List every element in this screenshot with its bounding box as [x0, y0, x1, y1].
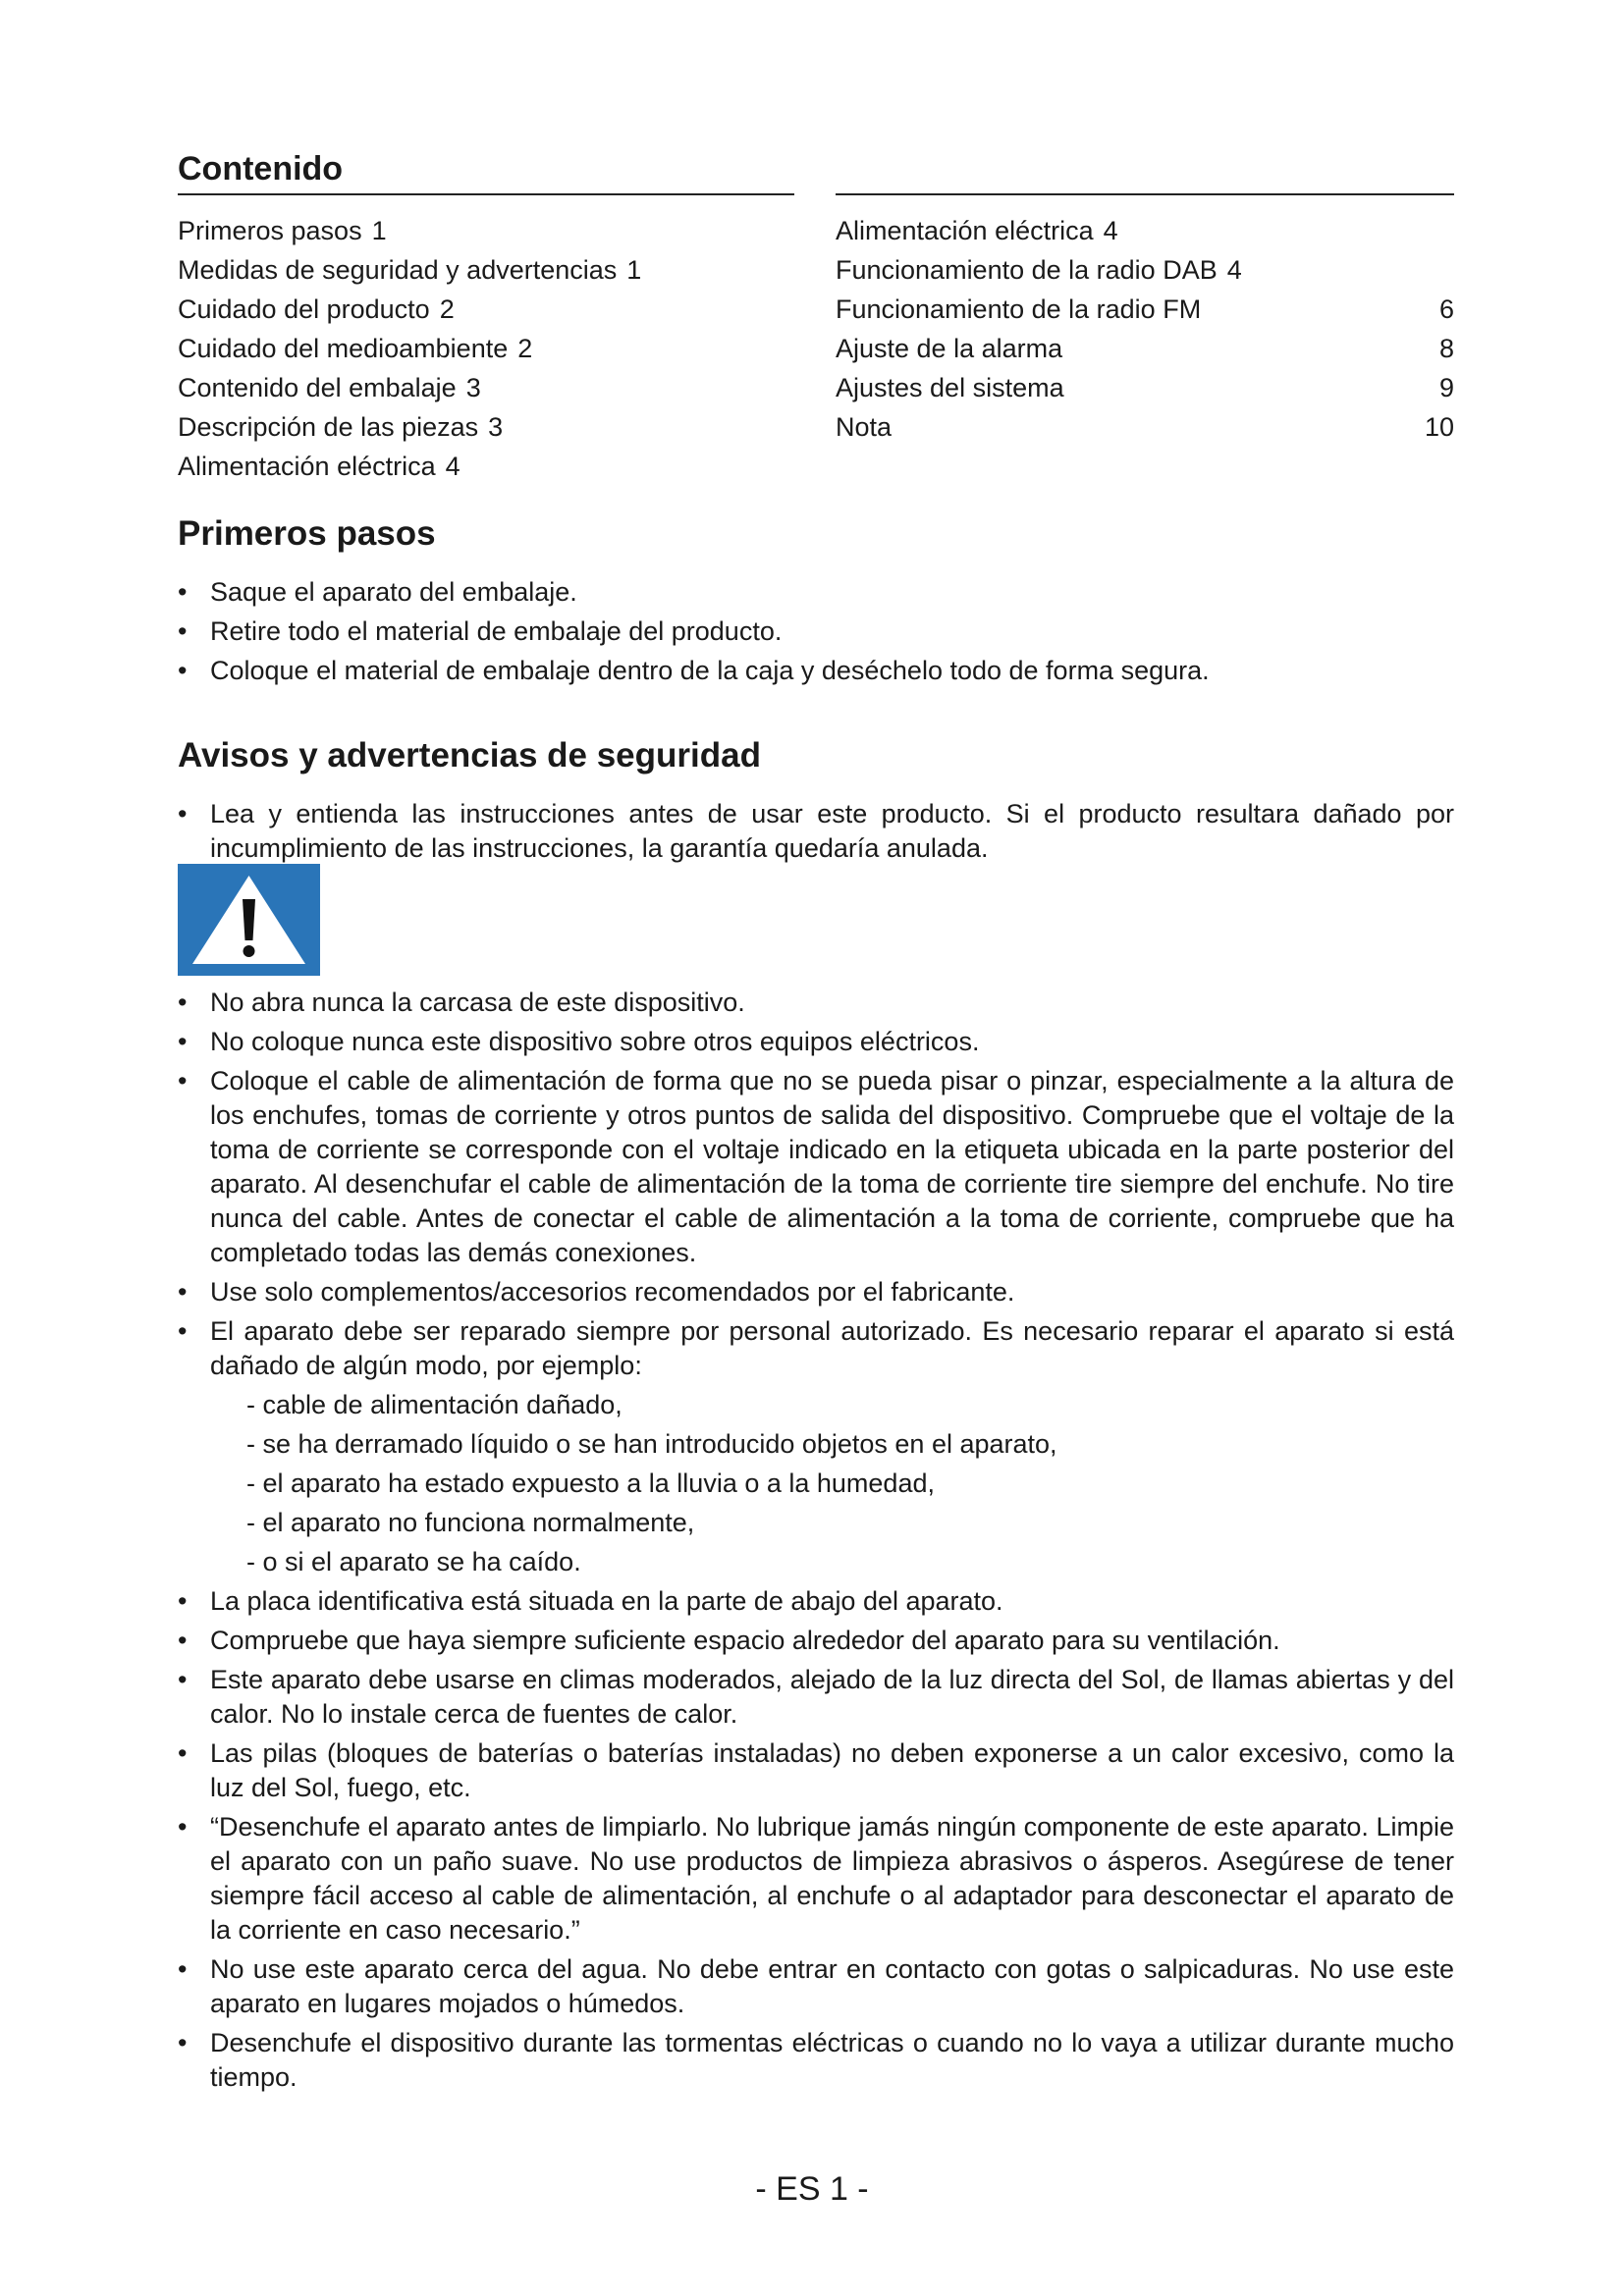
toc-left-list — [178, 211, 794, 486]
sub-list-item: - cable de alimentación dañado, — [246, 1390, 623, 1419]
toc-right-column — [836, 147, 1454, 447]
toc-entry-title: Alimentación eléctrica — [178, 452, 436, 481]
toc-entry[interactable] — [178, 250, 794, 290]
toc-entry-title: Cuidado del producto — [178, 294, 430, 324]
toc-rule-left — [178, 193, 794, 195]
list-item: • Compruebe que haya siempre suficiente espacio alrededor del aparato para su ventilación. — [178, 1624, 1454, 1658]
toc-entry-page: 3 — [465, 373, 481, 402]
sub-list-item: - se ha derramado líquido o se han introducido objetos en el aparato, — [246, 1429, 1057, 1459]
list-item: • Coloque el material de embalaje dentro de la caja y deséchelo todo de forma segura. — [178, 654, 1454, 688]
toc-right-list — [836, 211, 1454, 447]
getting-started-title: Primeros pasos — [178, 514, 436, 553]
toc-entry-page: 10 — [1424, 412, 1454, 442]
safety-intro: • Lea y entienda las instrucciones antes de usar este producto. Si el producto resultara dañado por incumplimiento de las instrucciones, la garantía quedaría anulada. — [178, 797, 1454, 866]
toc-entry-page: 3 — [488, 412, 504, 442]
list-item: • Las pilas (bloques de baterías o baterías instaladas) no deben exponerse a un calor excesivo, como la luz del Sol, fuego, etc. — [178, 1736, 1454, 1805]
page-number: - ES 1 - — [755, 2170, 869, 2208]
list-item: • Retire todo el material de embalaje del producto. — [178, 614, 1454, 649]
toc-entry[interactable] — [178, 447, 794, 486]
toc-entry-page: 9 — [1438, 373, 1454, 402]
toc-entry-page: 8 — [1438, 334, 1454, 363]
toc-entry[interactable] — [178, 329, 794, 368]
toc-entry-title: Alimentación eléctrica — [836, 216, 1094, 245]
toc-entry-title: Funcionamiento de la radio FM — [836, 294, 1202, 324]
toc-entry-title: Primeros pasos — [178, 216, 362, 245]
safety-intro-list — [178, 797, 1454, 871]
warning-triangle-icon — [178, 864, 320, 976]
safety-list — [178, 986, 1454, 2100]
toc-entry[interactable] — [836, 368, 1454, 407]
toc-entry[interactable] — [836, 329, 1454, 368]
toc-entry-page: 2 — [517, 334, 533, 363]
toc-entry-page: 6 — [1438, 294, 1454, 324]
toc-entry-title: Ajuste de la alarma — [836, 334, 1063, 363]
toc-entry[interactable] — [836, 211, 1454, 250]
toc-entry-title: Funcionamiento de la radio DAB — [836, 255, 1218, 285]
toc-heading: Contenido — [178, 150, 344, 187]
toc-entry-page: 1 — [626, 255, 642, 285]
list-item: • Use solo complementos/accesorios recomendados por el fabricante. — [178, 1275, 1454, 1309]
list-item: • La placa identificativa está situada en la parte de abajo del aparato. — [178, 1584, 1454, 1619]
toc-entry-title: Nota — [836, 412, 893, 442]
toc-entry[interactable] — [836, 407, 1454, 447]
safety-title: Avisos y advertencias de seguridad — [178, 736, 761, 774]
toc-rule-right — [836, 193, 1454, 195]
toc-entry[interactable] — [178, 290, 794, 329]
toc-left-column — [178, 147, 794, 486]
list-item: • No abra nunca la carcasa de este dispositivo. — [178, 986, 1454, 1020]
table-of-contents — [178, 147, 1454, 481]
list-item: • No use este aparato cerca del agua. No debe entrar en contacto con gotas o salpicaduras. No use este aparato en lugares mojados o húmedos. — [178, 1952, 1454, 2021]
toc-entry[interactable] — [836, 250, 1454, 290]
warning-icon-exclamation-dot — [244, 945, 255, 957]
toc-entry-title: Medidas de seguridad y advertencias — [178, 255, 618, 285]
toc-entry-title: Contenido del embalaje — [178, 373, 457, 402]
toc-entry[interactable] — [178, 211, 794, 250]
toc-entry-page: 2 — [439, 294, 455, 324]
list-item: • Desenchufe el dispositivo durante las tormentas eléctricas o cuando no lo vaya a utilizar durante mucho tiempo. — [178, 2026, 1454, 2095]
list-item: • Coloque el cable de alimentación de forma que no se pueda pisar o pinzar, especialmente a la altura de los enchufes, tomas de corriente y otros puntos de salida del dispositivo. Compruebe que el voltaje de la toma de corriente se corresponde con el voltaje indicado en la etiqueta ubicada en la parte posterior del aparato. Al desenchufar el cable de alimentación de la toma de corriente tire siempre del enchufe. No tire nunca del cable. Antes de conectar el cable de alimentación a la toma de corriente, compruebe que ha completado todas las demás conexiones. — [178, 1064, 1454, 1270]
repair-cases-list — [210, 1388, 1454, 1579]
toc-entry-page: 4 — [1226, 255, 1242, 285]
list-item: • “Desenchufe el aparato antes de limpiarlo. No lubrique jamás ningún componente de este aparato. Limpie el aparato con un paño suave. No use productos de limpieza abrasivos o ásperos. Asegúrese de tener siempre fácil acceso al cable de alimentación, al enchufe o al adaptador para desconectar el aparato de la corriente en caso necesario.” — [178, 1810, 1454, 1948]
toc-entry-title: Cuidado del medioambiente — [178, 334, 509, 363]
sub-list-item: - el aparato no funciona normalmente, — [246, 1508, 695, 1537]
toc-entry-page: 4 — [1103, 216, 1118, 245]
sub-list-item: - el aparato ha estado expuesto a la lluvia o a la humedad, — [246, 1468, 935, 1498]
toc-entry-title: Descripción de las piezas — [178, 412, 479, 442]
toc-entry-title: Ajustes del sistema — [836, 373, 1064, 402]
list-item-text: El aparato debe ser reparado siempre por personal autorizado. Es necesario reparar el aparato si está dañado de algún modo, por ejemplo: — [210, 1316, 1454, 1380]
list-item — [178, 1314, 1454, 1579]
getting-started-list — [178, 575, 1454, 693]
toc-entry-page: 4 — [445, 452, 460, 481]
list-item: • Este aparato debe usarse en climas moderados, alejado de la luz directa del Sol, de llamas abiertas y del calor. No lo instale cerca de fuentes de calor. — [178, 1663, 1454, 1732]
toc-entry[interactable] — [836, 290, 1454, 329]
list-item: • No coloque nunca este dispositivo sobre otros equipos eléctricos. — [178, 1025, 1454, 1059]
toc-entry[interactable] — [178, 407, 794, 447]
toc-entry[interactable] — [178, 368, 794, 407]
list-item: • Saque el aparato del embalaje. — [178, 575, 1454, 610]
sub-list-item: - o si el aparato se ha caído. — [246, 1547, 581, 1576]
toc-entry-page: 1 — [371, 216, 387, 245]
